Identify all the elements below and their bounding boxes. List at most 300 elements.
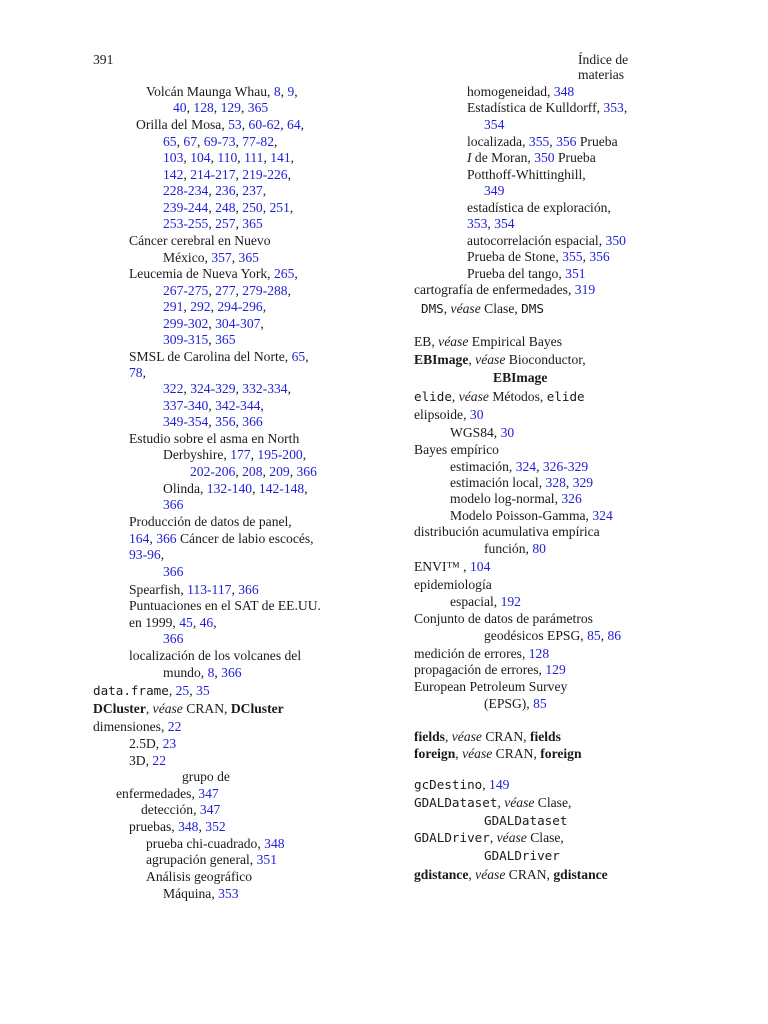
page-reference-link[interactable]: 309-315 — [163, 332, 209, 347]
index-entry-text: , — [192, 615, 200, 630]
index-entry-text: función, — [484, 541, 533, 556]
index-entry-line — [414, 524, 600, 540]
page-reference-link[interactable]: 279-288 — [242, 283, 288, 298]
index-entry-line — [414, 867, 608, 883]
index-entry-text: , — [213, 615, 217, 630]
index-entry-text: DCluster — [93, 701, 146, 716]
page-reference-link[interactable]: 250 — [242, 200, 263, 215]
page-reference-link[interactable]: 22 — [152, 753, 167, 768]
page-reference-link[interactable]: 85 — [533, 696, 547, 711]
page-reference-link[interactable]: 348 — [553, 84, 575, 99]
page-reference-link[interactable]: 60-62 — [248, 117, 281, 132]
page-reference-link[interactable]: 248 — [215, 200, 236, 215]
index-entry-text: Volcán Maunga Whau, — [146, 84, 274, 99]
index-entry-text: , — [208, 398, 216, 413]
index-entry-text: , — [231, 250, 239, 265]
index-entry-text: véase — [475, 867, 506, 882]
index-entry-text: fields — [414, 729, 445, 744]
index-entry-text: México, — [163, 250, 212, 265]
index-entry-line — [163, 332, 236, 348]
page-reference-link[interactable]: 328 — [545, 475, 566, 490]
index-entry-line — [129, 582, 259, 598]
index-entry-text: GDALDataset — [414, 795, 498, 810]
page-reference-link[interactable]: 349-354 — [163, 414, 209, 429]
page-reference-link[interactable]: 104 — [469, 559, 491, 574]
index-entry-text: GDALDriver — [414, 830, 490, 845]
index-entry-text: estimación local, — [450, 475, 546, 490]
index-entry-text: European Petroleum Survey — [414, 679, 568, 694]
index-entry-text: , — [160, 547, 165, 562]
index-entry-line — [484, 696, 547, 712]
index-entry-line — [163, 631, 183, 647]
index-entry-line — [414, 407, 483, 423]
page-reference-link[interactable]: 77-82 — [242, 134, 275, 149]
index-entry-text: , — [189, 683, 197, 698]
index-entry-text: gcDestino — [414, 777, 483, 792]
index-entry-line — [116, 786, 219, 802]
index-entry-line — [163, 481, 308, 497]
page-reference-link[interactable]: 40 — [173, 100, 187, 115]
page-reference-link[interactable]: 355 — [528, 134, 550, 149]
index-entry-line — [414, 729, 561, 745]
index-entry-line — [414, 442, 499, 458]
index-entry-line — [467, 167, 586, 183]
index-entry-text: , — [208, 414, 216, 429]
index-entry-line — [163, 283, 291, 299]
index-entry-line — [467, 266, 586, 282]
page-reference-link[interactable]: 324 — [515, 459, 537, 474]
index-entry-line — [484, 183, 504, 199]
index-entry-text: , — [443, 301, 451, 316]
index-entry-line — [484, 117, 504, 133]
index-entry-text: DMS — [421, 301, 444, 316]
page-reference-link[interactable]: 25 — [175, 683, 190, 698]
index-entry-text: distribución acumulativa empírica — [414, 524, 600, 539]
index-entry-line — [163, 398, 264, 414]
index-entry-text: cartografía de enfermedades, — [414, 282, 575, 297]
page-reference-link[interactable]: 349 — [484, 183, 505, 198]
index-entry-text: , — [240, 100, 248, 115]
index-entry-text: véase — [458, 389, 489, 404]
index-entry-text: Prueba — [576, 134, 618, 149]
index-entry-text: Potthoff-Whittinghill, — [467, 167, 586, 182]
index-entry-text: véase — [462, 746, 493, 761]
index-entry-text: , — [237, 150, 245, 165]
index-entry-line — [163, 150, 294, 166]
page-reference-link[interactable]: 65 — [291, 349, 306, 364]
page-reference-link[interactable]: 35 — [196, 683, 210, 698]
page-reference-link[interactable]: 209 — [269, 464, 290, 479]
index-entry-line — [129, 531, 314, 547]
page-reference-link[interactable]: 228-234 — [163, 183, 209, 198]
page-reference-link[interactable]: 239-244 — [163, 200, 209, 215]
page-reference-link[interactable]: 365 — [242, 216, 263, 231]
index-entry-text: EB, — [414, 334, 439, 349]
index-entry-text: pruebas, — [129, 819, 179, 834]
page-reference-link[interactable]: 350 — [605, 233, 626, 248]
index-entry-line — [173, 100, 268, 116]
index-entry-text: CRAN, — [492, 746, 541, 761]
page-reference-link[interactable]: 366 — [163, 497, 184, 512]
index-entry-text: , — [183, 299, 191, 314]
index-entry-text: , — [183, 381, 191, 396]
index-entry-text: Empirical Bayes — [468, 334, 562, 349]
page-reference-link[interactable]: 366 — [242, 414, 263, 429]
index-entry-line — [163, 250, 259, 266]
page-reference-link[interactable]: 324-329 — [190, 381, 236, 396]
index-entry-text: , — [142, 365, 146, 380]
index-entry-line — [484, 813, 567, 829]
index-entry-text: Cáncer de labio escocés, — [176, 531, 314, 546]
page-reference-link[interactable]: 366 — [163, 631, 184, 646]
index-entry-line — [414, 389, 585, 405]
page-reference-link[interactable]: 348 — [178, 819, 199, 834]
page-reference-link[interactable]: 93-96 — [129, 547, 161, 562]
page-reference-link[interactable]: 257 — [215, 216, 236, 231]
page-reference-link[interactable]: 267-275 — [163, 283, 209, 298]
index-entry-line — [129, 615, 217, 631]
index-entry-text: véase — [438, 334, 469, 349]
page-reference-link[interactable]: 354 — [494, 216, 515, 231]
index-entry-text: , — [208, 332, 216, 347]
index-entry-text: gdistance — [553, 867, 608, 882]
index-entry-line — [163, 886, 239, 902]
page-reference-link[interactable]: 322 — [163, 381, 184, 396]
index-entry-line — [450, 508, 613, 524]
index-entry-line — [414, 746, 582, 762]
index-entry-text: , — [294, 84, 298, 99]
page-reference-link[interactable]: 142 — [163, 167, 184, 182]
page-reference-link[interactable]: 347 — [198, 786, 219, 801]
index-entry-line — [163, 134, 277, 150]
index-entry-text: , — [235, 167, 243, 182]
index-entry-text: WGS84, — [450, 425, 501, 440]
index-entry-text: , — [280, 117, 288, 132]
index-entry-line — [163, 564, 183, 580]
index-entry-line — [163, 200, 293, 216]
page-reference-link[interactable]: 332-334 — [242, 381, 288, 396]
page-reference-link[interactable]: 65 — [163, 134, 177, 149]
page-reference-link[interactable]: 45 — [179, 615, 193, 630]
index-entry-line — [493, 370, 547, 386]
index-entry-text: detección, — [141, 802, 200, 817]
index-entry-text: , — [186, 100, 194, 115]
index-entry-line — [129, 819, 226, 835]
index-entry-line — [450, 425, 514, 441]
page-reference-link[interactable]: 214-217 — [190, 167, 236, 182]
index-entry-text: homogeneidad, — [467, 84, 554, 99]
page-reference-link[interactable]: 30 — [469, 407, 484, 422]
index-entry-line — [163, 497, 183, 513]
index-entry-text: , — [183, 150, 191, 165]
index-entry-text: , — [280, 84, 288, 99]
page-reference-link[interactable]: 356 — [556, 134, 577, 149]
index-entry-line — [414, 830, 564, 846]
index-entry-text: , — [262, 464, 270, 479]
page-reference-link[interactable]: 142-148 — [258, 481, 305, 496]
page-reference-link[interactable]: 8 — [273, 84, 281, 99]
page-reference-link[interactable]: 141 — [270, 150, 291, 165]
index-entry-text: , — [176, 134, 184, 149]
page-reference-link[interactable]: 353 — [467, 216, 488, 231]
index-entry-text: véase — [451, 729, 482, 744]
page-reference-link[interactable]: 366 — [296, 464, 317, 479]
index-entry-line — [467, 134, 618, 150]
page-reference-link[interactable]: 348 — [264, 836, 285, 851]
page-reference-link[interactable]: 208 — [242, 464, 263, 479]
page-reference-link[interactable]: 177 — [230, 447, 251, 462]
index-entry-text: gdistance — [414, 867, 469, 882]
page-reference-link[interactable]: 251 — [269, 200, 290, 215]
page-reference-link[interactable]: 366 — [156, 531, 177, 546]
page-reference-link[interactable]: 292 — [190, 299, 211, 314]
index-entry-text: , — [489, 830, 497, 845]
page-reference-link[interactable]: 326-329 — [542, 459, 589, 474]
page-reference-link[interactable]: 22 — [167, 719, 182, 734]
index-entry-text: Estadística de Kulldorff, — [467, 100, 604, 115]
page-reference-link[interactable]: 53 — [228, 117, 242, 132]
page-reference-link[interactable]: 299-302 — [163, 316, 209, 331]
index-entry-line — [414, 559, 490, 575]
index-entry-line — [129, 431, 299, 447]
index-entry-text: véase — [450, 301, 481, 316]
index-entry-text: Clase, — [534, 795, 572, 810]
page-reference-link[interactable]: 354 — [484, 117, 505, 132]
index-entry-text: Cáncer cerebral en Nuevo — [129, 233, 271, 248]
page-reference-link[interactable]: 67 — [183, 134, 197, 149]
index-entry-line — [163, 216, 263, 232]
index-entry-line — [190, 464, 317, 480]
index-entry-text: EBImage — [414, 352, 469, 367]
page-reference-link[interactable]: 291 — [163, 299, 184, 314]
index-entry-text: epidemiología — [414, 577, 492, 592]
index-entry-line — [146, 836, 285, 852]
index-entry-text: dimensiones, — [93, 719, 168, 734]
page-reference-link[interactable]: 365 — [247, 100, 269, 115]
page-reference-link[interactable]: 366 — [163, 564, 184, 579]
index-entry-line — [129, 233, 271, 249]
page-reference-link[interactable]: 294-296 — [217, 299, 263, 314]
index-entry-text: , — [235, 283, 243, 298]
index-entry-text: véase — [475, 352, 506, 367]
index-entry-text: , — [287, 381, 292, 396]
index-entry-text: , — [300, 117, 305, 132]
index-entry-text: , — [287, 283, 292, 298]
index-entry-text: , — [482, 777, 490, 792]
page-reference-link[interactable]: 164 — [129, 531, 150, 546]
index-entry-line — [93, 719, 181, 735]
index-entry-text: , — [250, 447, 258, 462]
page-reference-link[interactable]: 324 — [592, 508, 613, 523]
index-entry-text: , — [260, 316, 264, 331]
index-entry-text: , — [549, 134, 557, 149]
page-reference-link[interactable]: 219-226 — [242, 167, 288, 182]
page-reference-link[interactable]: 253-255 — [163, 216, 209, 231]
index-entry-text: Prueba — [554, 150, 596, 165]
index-entry-text: , — [304, 481, 308, 496]
index-entry-text: , — [451, 389, 459, 404]
page-reference-link[interactable]: 30 — [500, 425, 515, 440]
index-entry-text: grupo de — [182, 769, 230, 784]
page-reference-link[interactable]: 78 — [129, 365, 143, 380]
index-entry-line — [182, 769, 230, 785]
page-reference-link[interactable]: 104 — [190, 150, 211, 165]
index-entry-text: Olinda, — [163, 481, 207, 496]
index-entry-text: , — [208, 283, 216, 298]
index-entry-text: Puntuaciones en el SAT de EE.UU. — [129, 598, 321, 613]
index-entry-text: CRAN, — [505, 867, 554, 882]
page-reference-link[interactable]: 129 — [545, 662, 566, 677]
index-entry-text: Clase, — [526, 830, 564, 845]
index-entry-line — [146, 84, 298, 100]
page-reference-link[interactable]: 80 — [532, 541, 546, 556]
page-reference-link[interactable]: 195-200 — [257, 447, 303, 462]
page-reference-link[interactable]: 355 — [562, 249, 583, 264]
index-entry-text: GDALDataset — [484, 813, 568, 828]
page-reference-link[interactable]: 353 — [218, 886, 239, 901]
page-reference-link[interactable]: 8 — [207, 665, 215, 680]
index-entry-text: elide — [546, 389, 585, 404]
index-entry-line — [163, 299, 266, 315]
page-reference-link[interactable]: 129 — [220, 100, 241, 115]
page-reference-link[interactable]: 351 — [565, 266, 586, 281]
index-entry-text: CRAN, — [481, 729, 530, 744]
index-entry-line — [141, 802, 220, 818]
index-entry-text: , — [260, 398, 264, 413]
index-entry-line — [467, 84, 574, 100]
page-reference-link[interactable]: 113-117 — [187, 582, 232, 597]
page-reference-link[interactable]: 342-344 — [215, 398, 261, 413]
index-entry-line — [450, 491, 582, 507]
page-reference-link[interactable]: 85 — [587, 628, 601, 643]
index-entry-text: DMS — [521, 301, 544, 316]
page-reference-link[interactable]: 353 — [603, 100, 624, 115]
index-entry-text: , — [208, 200, 216, 215]
index-entry-text: Prueba del tango, — [467, 266, 566, 281]
page-reference-link[interactable]: 365 — [215, 332, 236, 347]
index-entry-text: mundo, — [163, 665, 208, 680]
page-reference-link[interactable]: 103 — [163, 150, 184, 165]
index-entry-text: , — [252, 481, 259, 496]
index-entry-text: , — [210, 150, 218, 165]
page-reference-link[interactable]: 236 — [215, 183, 236, 198]
running-title: Índice de materias — [578, 52, 629, 82]
index-entry-text: , — [214, 665, 222, 680]
index-entry-line — [129, 365, 146, 381]
page-reference-link[interactable]: 69-73 — [203, 134, 236, 149]
index-entry-line — [414, 282, 595, 298]
page-reference-link[interactable]: 128 — [193, 100, 214, 115]
index-entry-text: , — [262, 183, 267, 198]
index-entry-text: , — [497, 795, 505, 810]
page-reference-link[interactable]: 350 — [534, 150, 555, 165]
page-reference-link[interactable]: 326 — [561, 491, 582, 506]
index-entry-text: enfermedades, — [116, 786, 199, 801]
index-entry-line — [129, 266, 298, 282]
index-entry-text: , — [455, 746, 463, 761]
index-entry-line — [146, 852, 277, 868]
page-reference-link[interactable]: 86 — [607, 628, 622, 643]
page-reference-link[interactable]: 9 — [287, 84, 295, 99]
page-reference-link[interactable]: 356 — [215, 414, 236, 429]
index-entry-text: Spearfish, — [129, 582, 188, 597]
index-entry-line — [421, 301, 544, 317]
page-reference-link[interactable]: 347 — [199, 802, 221, 817]
index-entry-line — [93, 701, 284, 717]
index-entry-text: SMSL de Carolina del Norte, — [129, 349, 292, 364]
index-entry-text: , — [210, 299, 218, 314]
index-entry-text: elipsoide, — [414, 407, 470, 422]
page-reference-link[interactable]: 319 — [574, 282, 596, 297]
page-reference-link[interactable]: 366 — [221, 665, 242, 680]
index-entry-text: , — [468, 867, 476, 882]
index-entry-text: , — [289, 200, 294, 215]
page-reference-link[interactable]: 356 — [589, 249, 610, 264]
index-entry-text: (EPSG), — [484, 696, 534, 711]
index-entry-text: foreign — [540, 746, 582, 761]
index-entry-text: localización de los volcanes del — [129, 648, 302, 663]
page-reference-link[interactable]: 337-340 — [163, 398, 209, 413]
page-reference-link[interactable]: 352 — [205, 819, 226, 834]
index-entry-text: , — [208, 183, 216, 198]
page-reference-link[interactable]: 149 — [489, 777, 510, 792]
page-reference-link[interactable]: 192 — [500, 594, 521, 609]
page-reference-link[interactable]: 277 — [215, 283, 236, 298]
index-entry-line — [467, 150, 596, 166]
index-entry-text: , — [444, 729, 452, 744]
index-entry-text: EBImage — [493, 370, 548, 385]
page-reference-link[interactable]: 304-307 — [215, 316, 261, 331]
index-entry-text: , — [235, 216, 243, 231]
index-entry-text: CRAN, — [182, 701, 231, 716]
page-reference-link[interactable]: 111 — [244, 150, 264, 165]
index-entry-text: , — [208, 216, 216, 231]
index-entry-text: , — [565, 475, 573, 490]
page-reference-link[interactable]: 202-206 — [190, 464, 236, 479]
page-reference-link[interactable]: 132-140 — [206, 481, 253, 496]
page-reference-link[interactable]: 237 — [242, 183, 263, 198]
index-entry-text: véase — [496, 830, 527, 845]
page-reference-link[interactable]: 64 — [287, 117, 301, 132]
index-entry-text: , — [487, 216, 495, 231]
page-reference-link[interactable]: 351 — [256, 852, 277, 867]
index-entry-line — [129, 547, 164, 563]
page-reference-link[interactable]: 46 — [199, 615, 214, 630]
index-entry-text: , — [290, 150, 295, 165]
page-reference-link[interactable]: 265 — [273, 266, 295, 281]
index-entry-text: véase — [504, 795, 535, 810]
index-entry-text: , — [235, 464, 243, 479]
page-reference-link[interactable]: 365 — [238, 250, 259, 265]
page-reference-link[interactable]: 128 — [528, 646, 550, 661]
index-entry-line — [414, 334, 562, 350]
index-entry-text: fields — [529, 729, 561, 744]
index-entry-text: véase — [152, 701, 183, 716]
page-reference-link[interactable]: 366 — [238, 582, 259, 597]
page-reference-link[interactable]: 23 — [162, 736, 177, 751]
index-entry-text: Modelo Poisson-Gamma, — [450, 508, 593, 523]
index-entry-text: agrupación general, — [146, 852, 257, 867]
page-reference-link[interactable]: 329 — [572, 475, 594, 490]
index-entry-text: , — [183, 167, 191, 182]
index-entry-text: data.frame — [93, 683, 169, 698]
page-reference-link[interactable]: 110 — [217, 150, 238, 165]
index-entry-text: , — [235, 381, 243, 396]
index-entry-text: , — [305, 349, 309, 364]
page-reference-link[interactable]: 357 — [211, 250, 232, 265]
index-entry-line — [414, 646, 549, 662]
index-entry-text: 2.5D, — [129, 736, 163, 751]
